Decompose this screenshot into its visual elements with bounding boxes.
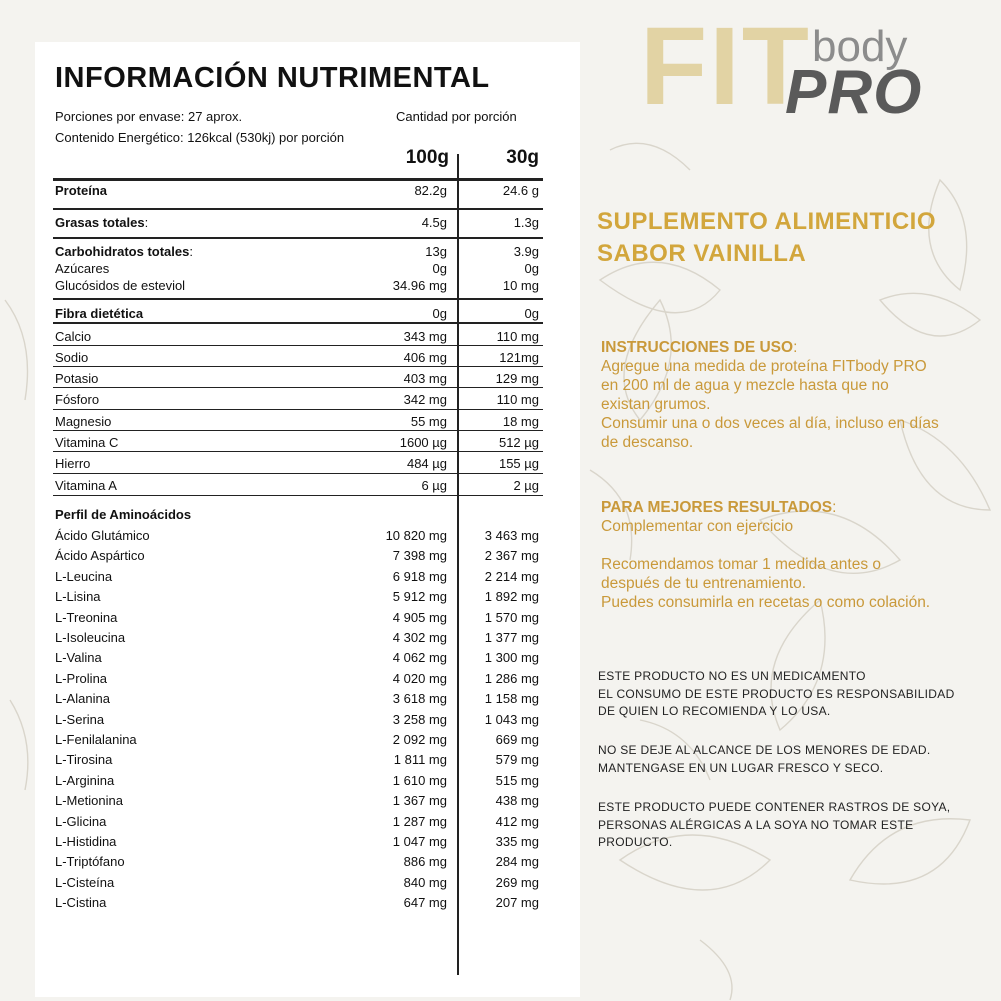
value-100g: 1 811 mg — [393, 752, 447, 768]
warning-block-2 — [598, 742, 930, 777]
value-100g: 484 µg — [406, 456, 447, 471]
column-header-30g: 30g — [506, 147, 539, 168]
nutrient-row — [35, 391, 580, 409]
row-divider — [53, 409, 543, 410]
instructions-line: Agregue una medida de proteína FITbody PRO — [601, 358, 927, 375]
column-header-100g: 100g — [405, 147, 449, 168]
value-100g: 0g — [432, 306, 447, 321]
value-30g: 0g — [524, 261, 539, 276]
nutrient-row — [35, 243, 580, 261]
row-divider — [53, 366, 543, 367]
amino-heading: Perfil de Aminoácidos — [55, 507, 192, 522]
amino-row — [35, 609, 580, 627]
value-30g: 2 µg — [513, 478, 539, 493]
amino-row — [35, 527, 580, 545]
row-divider — [53, 473, 543, 474]
amino-row — [35, 649, 580, 667]
value-30g: 18 mg — [502, 414, 539, 429]
row-divider — [53, 345, 543, 346]
results-spacer — [601, 536, 930, 555]
nutrient-row — [35, 182, 580, 200]
warning-line: ESTE PRODUCTO PUEDE CONTENER RASTROS DE SOYA, — [598, 800, 951, 814]
amino-heading-row — [35, 506, 580, 524]
value-30g: 1 043 mg — [484, 711, 539, 727]
row-name: L-Treonina — [55, 609, 118, 625]
row-name: Ácido Glutámico — [55, 528, 150, 543]
row-divider — [53, 387, 543, 388]
value-100g: 4.5g — [421, 215, 447, 230]
value-100g: 4 020 mg — [392, 670, 447, 686]
results-line: Recomendamos tomar 1 medida antes o — [601, 556, 882, 573]
value-100g: 343 mg — [403, 329, 447, 344]
row-name: L-Isoleucina — [55, 630, 126, 645]
row-name: L-Serina — [55, 711, 105, 727]
warning-line: EL CONSUMO DE ESTE PRODUCTO ES RESPONSABILIDAD — [598, 686, 955, 701]
row-divider — [53, 237, 543, 239]
value-30g: 579 mg — [495, 752, 539, 768]
value-30g: 284 mg — [495, 854, 539, 870]
nutrient-row — [35, 305, 580, 323]
value-30g: 155 µg — [498, 456, 539, 471]
value-100g: 6 µg — [421, 478, 447, 493]
nutrient-row — [35, 434, 580, 452]
value-30g: 1 892 mg — [484, 589, 539, 605]
amino-row — [35, 853, 580, 871]
row-name: Azúcares — [55, 261, 110, 276]
value-100g: 886 mg — [403, 854, 447, 870]
amino-row — [35, 547, 580, 565]
instructions-line: existan grumos. — [601, 396, 711, 413]
value-30g: 207 mg — [495, 895, 539, 911]
results-line: Puedes consumirla en recetas o como colación. — [601, 594, 931, 611]
row-divider — [53, 451, 543, 452]
value-100g: 342 mg — [403, 392, 447, 407]
value-100g: 55 mg — [410, 414, 447, 429]
row-divider — [53, 208, 543, 210]
value-100g: 3 618 mg — [392, 691, 447, 707]
nutrient-row — [35, 260, 580, 278]
product-type: SUPLEMENTO ALIMENTICIO — [597, 208, 937, 235]
per-portion-text: Cantidad por porción — [396, 109, 517, 124]
value-30g: 1 286 mg — [484, 670, 539, 686]
row-name: L-Fenilalanina — [55, 732, 137, 747]
row-name: Magnesio — [55, 414, 112, 429]
warning-block-1 — [598, 668, 955, 721]
value-100g: 13g — [425, 244, 447, 259]
row-name: L-Metionina — [55, 793, 123, 809]
instructions-block — [601, 338, 939, 452]
value-30g: 512 µg — [498, 435, 539, 450]
warning-block-3 — [598, 799, 950, 852]
label-title: INFORMACIÓN NUTRIMENTAL — [55, 62, 490, 94]
row-name: Proteína — [55, 183, 108, 198]
nutrient-row — [35, 455, 580, 473]
value-100g: 0g — [432, 261, 447, 276]
row-name: Grasas totales: — [55, 215, 149, 230]
value-30g: 24.6 g — [502, 183, 539, 198]
nutrition-label — [35, 42, 580, 997]
row-name: L-Histidina — [55, 834, 117, 849]
value-30g: 10 mg — [502, 278, 539, 293]
results-colon: : — [832, 499, 837, 516]
amino-row — [35, 690, 580, 708]
value-100g: 4 302 mg — [392, 630, 447, 645]
nutrient-row — [35, 477, 580, 495]
value-100g: 1 610 mg — [392, 772, 447, 788]
row-name-suffix: : — [189, 244, 193, 259]
value-30g: 1 300 mg — [484, 650, 539, 666]
row-name: L-Leucina — [55, 568, 113, 584]
logo-fit: FIT — [640, 5, 811, 128]
row-name: Hierro — [55, 456, 91, 471]
logo-pro: PRO — [785, 58, 923, 127]
warning-line: MANTENGASE EN UN LUGAR FRESCO Y SECO. — [598, 760, 884, 775]
results-heading: PARA MEJORES RESULTADOS — [601, 499, 833, 516]
value-30g: 269 mg — [495, 874, 539, 890]
value-30g: 0g — [524, 306, 539, 321]
row-name: Sodio — [55, 350, 89, 365]
value-100g: 840 mg — [403, 874, 447, 890]
value-100g: 7 398 mg — [392, 548, 447, 564]
value-100g: 82.2g — [414, 183, 447, 198]
row-name: Fósforo — [55, 392, 100, 407]
value-100g: 2 092 mg — [392, 732, 447, 747]
row-divider — [53, 298, 543, 300]
row-name: L-Valina — [55, 650, 102, 666]
value-30g: 2 214 mg — [484, 568, 539, 584]
warning-line: PRODUCTO. — [598, 835, 673, 849]
results-line: Complementar con ejercicio — [601, 518, 794, 535]
row-name: Ácido Aspártico — [55, 548, 145, 564]
row-divider — [53, 430, 543, 431]
row-divider — [53, 178, 543, 181]
value-30g: 110 mg — [496, 392, 539, 407]
value-30g: 669 mg — [495, 732, 539, 747]
value-100g: 4 905 mg — [392, 609, 447, 625]
energy-text: Contenido Energético: 126kcal (530kj) por porción — [55, 130, 345, 145]
warning-line: PERSONAS ALÉRGICAS A LA SOYA NO TOMAR ESTE — [598, 817, 914, 832]
instructions-colon: : — [793, 339, 798, 356]
instructions-line: Consumir una o dos veces al día, incluso en días — [601, 415, 939, 432]
warning-line: NO SE DEJE AL ALCANCE DE LOS MENORES DE EDAD. — [598, 743, 931, 757]
value-30g: 129 mg — [495, 371, 539, 386]
value-100g: 3 258 mg — [392, 711, 447, 727]
value-100g: 1600 µg — [399, 435, 447, 450]
row-name: L-Cistina — [55, 895, 107, 911]
row-divider — [53, 322, 543, 324]
value-30g: 1 158 mg — [484, 691, 539, 707]
amino-row — [35, 813, 580, 831]
value-100g: 406 mg — [403, 350, 447, 365]
value-30g: 1 377 mg — [484, 630, 539, 645]
value-30g: 515 mg — [495, 772, 539, 788]
value-30g: 1 570 mg — [484, 609, 539, 625]
row-name: Calcio — [55, 329, 92, 344]
instructions-heading: INSTRUCCIONES DE USO — [601, 339, 794, 356]
instructions-line: de descanso. — [601, 434, 694, 451]
value-30g: 438 mg — [495, 793, 539, 809]
row-divider — [53, 495, 543, 496]
row-name: L-Lisina — [55, 589, 101, 605]
nutrient-row — [35, 349, 580, 367]
amino-row — [35, 731, 580, 749]
row-name: L-Triptófano — [55, 854, 125, 870]
row-name: L-Prolina — [55, 670, 108, 686]
amino-row — [35, 833, 580, 851]
row-name: Potasio — [55, 371, 99, 386]
results-line: después de tu entrenamiento. — [601, 575, 807, 592]
product-info-panel — [580, 0, 1001, 1001]
value-30g: 110 mg — [496, 329, 539, 344]
product-flavor: SABOR VAINILLA — [597, 240, 807, 267]
value-30g: 2 367 mg — [484, 548, 539, 564]
warning-line: ESTE PRODUCTO NO ES UN MEDICAMENTO — [598, 669, 866, 683]
row-name: L-Alanina — [55, 691, 110, 707]
warning-line: DE QUIEN LO RECOMIENDA Y LO USA. — [598, 704, 831, 718]
amino-row — [35, 568, 580, 586]
row-name: L-Tirosina — [55, 752, 113, 768]
row-name: L-Arginina — [55, 772, 115, 788]
amino-row — [35, 670, 580, 688]
nutrient-row — [35, 214, 580, 232]
row-name: L-Cisteína — [55, 874, 115, 890]
value-100g: 6 918 mg — [392, 568, 447, 584]
amino-row — [35, 874, 580, 892]
amino-row — [35, 751, 580, 769]
value-100g: 10 820 mg — [385, 528, 447, 543]
value-30g: 335 mg — [495, 834, 539, 849]
row-name: Vitamina A — [55, 478, 117, 493]
amino-row — [35, 772, 580, 790]
amino-row — [35, 792, 580, 810]
value-30g: 3 463 mg — [484, 528, 539, 543]
value-100g: 4 062 mg — [392, 650, 447, 666]
nutrient-row — [35, 328, 580, 346]
logo-body: body — [812, 22, 908, 71]
results-block — [601, 498, 930, 612]
value-100g: 647 mg — [403, 895, 447, 911]
amino-row — [35, 894, 580, 912]
amino-row — [35, 588, 580, 606]
value-30g: 1.3g — [513, 215, 539, 230]
value-100g: 1 287 mg — [392, 813, 447, 829]
nutrient-row — [35, 413, 580, 431]
value-30g: 121mg — [499, 350, 539, 365]
value-100g: 1 047 mg — [392, 834, 447, 849]
row-name: Vitamina C — [55, 435, 119, 450]
amino-row — [35, 629, 580, 647]
value-100g: 1 367 mg — [392, 793, 447, 809]
row-name: L-Glicina — [55, 813, 107, 829]
value-100g: 5 912 mg — [392, 589, 447, 605]
value-100g: 34.96 mg — [392, 278, 447, 293]
value-30g: 412 mg — [495, 813, 539, 829]
amino-row — [35, 711, 580, 729]
servings-text: Porciones por envase: 27 aprox. — [55, 109, 243, 124]
row-name-suffix: : — [144, 215, 149, 230]
row-name: Fibra dietética — [55, 306, 144, 321]
row-name: Carbohidratos totales: — [55, 244, 193, 259]
value-30g: 3.9g — [513, 244, 539, 259]
instructions-line: en 200 ml de agua y mezcle hasta que no — [601, 377, 889, 394]
value-100g: 403 mg — [403, 371, 447, 386]
row-name: Glucósidos de esteviol — [55, 278, 186, 293]
nutrient-row — [35, 277, 580, 295]
nutrient-row — [35, 370, 580, 388]
